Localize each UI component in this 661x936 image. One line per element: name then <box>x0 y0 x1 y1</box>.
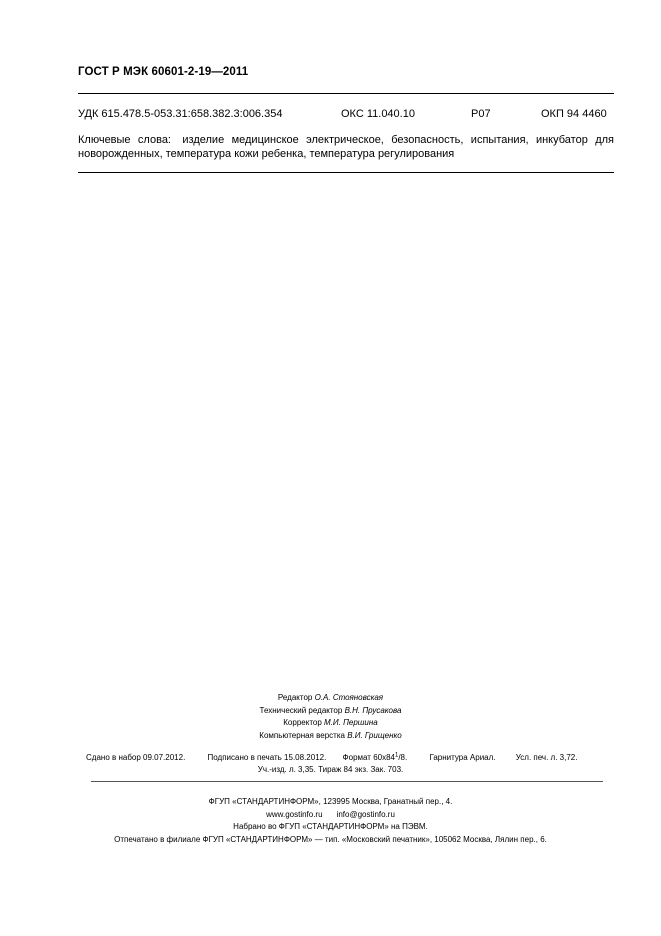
divider <box>91 781 603 782</box>
publisher-contacts <box>0 809 661 822</box>
credits-block <box>0 692 661 742</box>
keywords-text: изделие медицинское электрическое, безопасность, испытания, инкубатор для новорожденных, температура кожи ребенка, температура регулирования <box>78 134 614 160</box>
imprint-print-sheets: Усл. печ. л. 3,72. <box>515 753 578 762</box>
publisher-printed: Отпечатано в филиале ФГУП «СТАНДАРТИНФОРМ» — тип. «Московский печатник», 105062 Москва, Лялин пер., 6. <box>114 834 547 844</box>
publisher-typeset: Набрано во ФГУП «СТАНДАРТИНФОРМ» на ПЭВМ. <box>233 822 428 831</box>
publisher-website: www.gostinfo.ru <box>266 809 323 819</box>
credit-layout: Компьютерная верстка В.И. Грищенко <box>259 730 402 740</box>
keywords <box>78 133 614 161</box>
divider <box>78 172 614 173</box>
okp-code: ОКП 94 4460 <box>541 108 607 120</box>
imprint-typeface: Гарнитура Ариал. <box>429 753 496 762</box>
imprint-format: Формат $60x84^1/8$. <box>342 752 408 762</box>
credit-tech-editor: Технический редактор В.Н. Прусакова <box>259 705 402 715</box>
credit-editor: Редактор О.А. Стояновская <box>277 693 384 702</box>
document-code: ГОСТ Р МЭК 60601-2-19—2011 <box>78 66 249 78</box>
publisher-block <box>0 796 661 846</box>
group-code: Р07 <box>471 108 491 120</box>
publisher-address: ФГУП «СТАНДАРТИНФОРМ», 123995 Москва, Гранатный пер., 4. <box>208 797 453 806</box>
udk-code: УДК 615.478.5-053.31:658.382.3:006.354 <box>78 108 283 120</box>
divider <box>78 93 614 94</box>
imprint-submitted: Сдано в набор 09.07.2012. <box>86 753 186 762</box>
imprint-details-line2: Уч.-изд. л. 3,35. Тираж 84 экз. Зак. 703. <box>257 765 404 774</box>
credit-proofreader: Корректор М.И. Першина <box>283 718 378 727</box>
imprint-signed: Подписано в печать 15.08.2012. <box>207 753 327 762</box>
oks-code: ОКС 11.040.10 <box>341 108 415 120</box>
keywords-label: Ключевые слова: <box>78 134 171 146</box>
publisher-email: info@gostinfo.ru <box>336 809 395 819</box>
imprint-details <box>86 753 577 762</box>
